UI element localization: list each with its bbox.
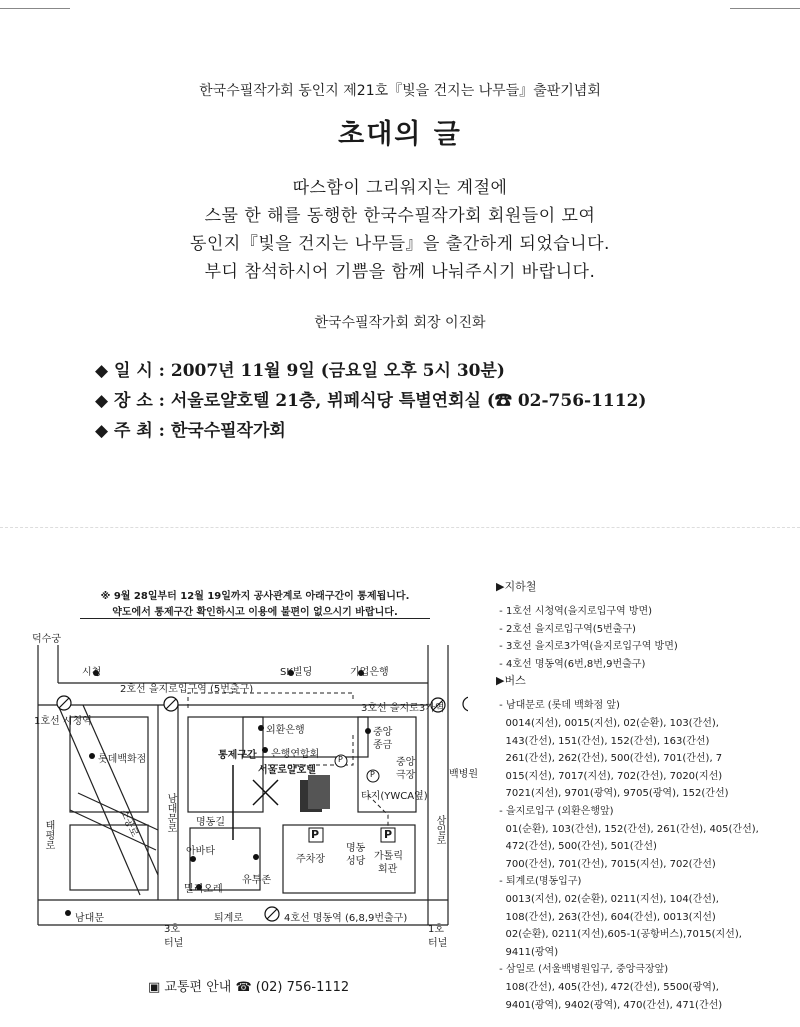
label-sk: SK빌딩 [280, 667, 313, 678]
label-utuzone: 유투존 [242, 875, 271, 886]
fold-line [0, 527, 800, 528]
transit-line: 472(간선), 500(간선), 501(간선) [496, 841, 657, 853]
signature: 한국수필작가회 회장 이진화 [314, 315, 486, 331]
label-line1-station: 1호선 시청역 [34, 716, 92, 727]
label-parking: 주차장 [296, 854, 325, 865]
detail-date: ◆ 일 시 : 2007년 11월 9일 (금요일 오후 5시 30분) [95, 361, 505, 381]
parking-icon-3: P [311, 828, 320, 841]
notice-underline [80, 618, 430, 619]
transit-line: 700(간선), 701(간선), 7015(지선), 702(간선) [496, 858, 716, 870]
notice-line-2: 약도에서 통제구간 확인하시고 이용에 불편이 없으시기 바랍니다. [112, 607, 398, 618]
label-paik: 백병원 [449, 769, 478, 780]
label-control-zone: 통제구간 [218, 750, 257, 761]
label-catholic-1: 가톨릭 [374, 851, 403, 862]
label-jungang-3: 중앙 [396, 757, 416, 768]
label-jungang-1: 중앙 [373, 727, 393, 738]
label-lotte: 롯데백화점 [98, 754, 147, 765]
transit-line: - 퇴계로(명동입구) [496, 876, 582, 888]
transit-line: - 2호선 을지로입구역(5번출구) [496, 623, 636, 635]
label-sicheong: 시청 [82, 667, 102, 678]
label-line1-exit-2: 터널 [428, 938, 448, 949]
detail-venue: ◆ 장 소 : 서울로얄호텔 21층, 뷔페식당 특별연회실 (☎ 02-756-1112) [95, 391, 647, 411]
label-millieore: 밀리오레 [184, 884, 223, 895]
label-catholic-2: 회관 [378, 864, 398, 875]
scan-corner-right [730, 0, 800, 9]
label-line1-exit-1: 1호 [428, 924, 445, 935]
parking-icon-4: P [384, 828, 393, 841]
parking-icon-1: P [338, 755, 343, 764]
label-hotel: 서울로얄호텔 [258, 765, 316, 776]
transit-line: 02(순환), 0211(지선),605-1(공항버스),7015(지선), [496, 929, 742, 941]
location-map [28, 625, 478, 950]
transit-line: 108(간선), 263(간선), 604(간선), 0013(지선) [496, 911, 716, 923]
notice-line-1: ※ 9월 28일부터 12월 19일까지 공사관계로 아래구간이 통제됩니다. [100, 591, 410, 602]
label-samil: 삼일로 [434, 815, 445, 845]
transit-line: 108(간선), 405(간선), 472(간선), 5500(광역), [496, 982, 719, 993]
transit-line: 143(간선), 151(간선), 152(간선), 163(간선) [496, 735, 710, 747]
transit-line: - 남대문로 (롯데 백화점 앞) [496, 700, 620, 712]
page-title: 초대의 글 [338, 119, 462, 150]
transit-line: - 1호선 시청역(을지로입구역 방면) [496, 606, 653, 617]
transit-line: 261(간선), 262(간선), 500(간선), 701(간선), 7 [496, 753, 723, 765]
label-line2-station: 2호선 을지로입구역 (5번출구) [120, 684, 254, 695]
scan-corner-left [0, 0, 70, 9]
transit-line: 01(순환), 103(간선), 152(간선), 261(간선), 405(간선), [496, 823, 759, 835]
label-ibk: 기업은행 [350, 667, 389, 678]
transit-line: - 을지로입구 (외환은행앞) [496, 806, 614, 817]
label-toegye: 퇴계로 [214, 913, 243, 924]
transit-heading: ▶버스 [496, 674, 526, 688]
label-line4-station: 4호선 명동역 (6,8,9번출구) [284, 913, 408, 924]
transit-line: 0013(지선), 02(순환), 0211(지선), 104(간선), [496, 894, 719, 905]
label-jungang-2: 종금 [373, 740, 393, 751]
transit-line: - 3호선 을지로3가역(을지로입구역 방면) [496, 641, 678, 653]
transit-line: 9401(광역), 9402(광역), 470(간선), 471(간선) [496, 999, 723, 1011]
body-line-4: 부디 참석하시어 기쁨을 함께 나눠주시기 바랍니다. [204, 262, 596, 282]
body-line-1: 따스함이 그리워지는 계절에 [292, 178, 508, 198]
label-line3-station: 3호선 을지로3가역 [361, 703, 445, 714]
label-taeji: 타지(YWCA옆) [361, 791, 428, 802]
parking-icon-2: P [370, 770, 375, 779]
label-namdaemun: 남대문 [75, 913, 104, 924]
transit-heading: ▶지하철 [496, 580, 537, 593]
transit-line: 7021(지선), 9701(광역), 9705(광역), 152(간선) [496, 788, 729, 800]
label-kexim: 외환은행 [266, 725, 305, 736]
label-sogong: 소공로 [117, 807, 140, 839]
label-line3-exit-1: 3호 [164, 924, 181, 935]
label-avatar: 아바타 [186, 846, 215, 857]
label-banks: 은행연합회 [271, 749, 320, 760]
body-line-2: 스물 한 해를 동행한 한국수필작가회 회원들이 모여 [204, 206, 596, 226]
transit-footer: ▣ 교통편 안내 ☎ (02) 756-1112 [148, 980, 350, 995]
label-myeongdong-gil: 명동길 [196, 817, 225, 828]
transit-line: - 삼일로 (서울백병원입구, 중앙극장앞) [496, 964, 669, 976]
transit-line: - 4호선 명동역(6번,8번,9번출구) [496, 658, 646, 670]
label-deoksugung: 덕수궁 [32, 634, 61, 645]
label-line3-exit-2: 터널 [164, 938, 184, 949]
transit-line: 9411(광역) [496, 946, 559, 958]
label-cathedral-2: 성당 [346, 856, 366, 867]
label-taepyeong: 태평로 [43, 820, 54, 850]
detail-host: ◆ 주 최 : 한국수필작가회 [95, 421, 286, 441]
label-cathedral-1: 명동 [346, 843, 366, 854]
label-namdaemun-ro: 남대문로 [165, 793, 176, 833]
transit-line: 015(지선), 7017(지선), 702(간선), 7020(지선) [496, 770, 723, 782]
event-subtitle: 한국수필작가회 동인지 제21호『빛을 건지는 나무들』출판기념회 [199, 83, 601, 99]
body-line-3: 동인지『빛을 건지는 나무들』을 출간하게 되었습니다. [190, 234, 610, 254]
transit-line: 0014(지선), 0015(지선), 02(순환), 103(간선), [496, 718, 719, 729]
label-jungang-4: 극장 [396, 770, 416, 781]
